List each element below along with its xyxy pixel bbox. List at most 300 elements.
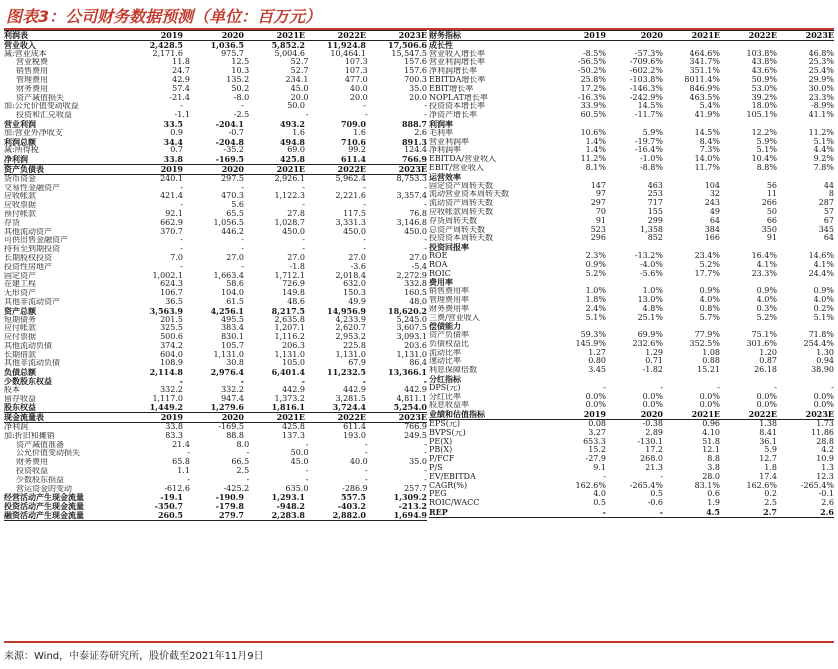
- cell-value: 8,753.3: [396, 174, 427, 183]
- cell-value: 2,018.4: [335, 271, 366, 280]
- table-row: [4, 359, 427, 368]
- cell-value: [720, 375, 777, 384]
- cell-value: 4,256.1: [210, 306, 244, 316]
- cell-value: 5,254.0: [393, 403, 427, 413]
- cell-value: -: [246, 475, 250, 484]
- cell-value: -: [302, 201, 305, 210]
- cell-value: -19.7%: [634, 137, 663, 146]
- cell-value: 33.8: [163, 155, 183, 164]
- cell-value: 766.9: [401, 155, 427, 164]
- table-row: [429, 278, 834, 287]
- table-row: [429, 349, 834, 358]
- cell-value: -179.8: [215, 502, 244, 512]
- cell-value: [777, 375, 834, 384]
- cell-value: 301.6%: [746, 339, 777, 348]
- cell-value: 450.0: [282, 227, 305, 236]
- cell-value: 888.7: [401, 119, 427, 129]
- table-header-row: [4, 30, 427, 41]
- cell-value: -: [424, 102, 427, 111]
- row-label: 资产负债率: [429, 331, 469, 340]
- cell-value: 5.1%: [813, 137, 834, 146]
- row-label: 投资和汇兑收益: [16, 111, 72, 120]
- table-row: [429, 164, 834, 173]
- row-label: 减:所得税: [4, 146, 39, 155]
- cell-value: -169.5: [218, 423, 244, 432]
- cell-value: -: [302, 245, 305, 254]
- cell-value: 2023E: [805, 410, 834, 420]
- cell-value: -50.2%: [577, 67, 606, 76]
- row-label: PEG: [429, 490, 447, 499]
- cell-value: -: [305, 475, 309, 484]
- cell-value: 105.0: [282, 359, 305, 368]
- cell-value: -: [301, 377, 305, 386]
- cell-value: 523: [590, 225, 606, 234]
- table-row: [429, 94, 834, 103]
- cell-value: [720, 278, 777, 287]
- cell-value: 2019: [583, 410, 606, 420]
- table-row: [429, 111, 834, 120]
- cell-value: 32: [709, 190, 720, 199]
- cell-value: [606, 243, 663, 252]
- cell-value: 2,283.8: [271, 511, 305, 520]
- table-row: [429, 226, 834, 235]
- cell-value: -: [305, 111, 309, 120]
- table-row: [429, 243, 834, 252]
- cell-value: 0.9%: [699, 287, 720, 296]
- table-row: [4, 502, 427, 511]
- cell-value: 21.3: [645, 464, 663, 473]
- cell-value: 206.3: [282, 341, 305, 350]
- cell-value: [549, 120, 606, 129]
- cell-value: 700.3: [404, 75, 427, 84]
- row-label: PE(X): [429, 437, 453, 446]
- table-row: [4, 377, 427, 386]
- cell-value: 2023E: [805, 31, 834, 40]
- table-row: [429, 446, 834, 455]
- row-label: 管理费用率: [429, 295, 469, 304]
- cell-value: 27.0: [287, 253, 305, 262]
- cell-value: 0.5: [650, 490, 663, 499]
- cell-value: 0.7: [170, 146, 183, 155]
- cell-value: -602.2%: [629, 67, 663, 76]
- cell-value: 1.8: [764, 464, 777, 473]
- cell-value: -204.8: [215, 137, 244, 147]
- row-label: 少数股东损益: [16, 475, 64, 484]
- cell-value: 2020: [221, 31, 244, 40]
- cell-value: 50.0: [287, 102, 305, 111]
- cell-value: -103.8%: [629, 75, 663, 84]
- row-label: 股本: [4, 385, 20, 394]
- cell-value: -: [424, 183, 427, 192]
- table-row: [429, 67, 834, 76]
- table-row: [4, 228, 427, 237]
- table-row: [4, 441, 427, 450]
- row-label: 分红指标: [429, 375, 461, 384]
- cell-value: 65.8: [172, 458, 190, 467]
- cell-value: 611.4: [343, 423, 366, 432]
- cell-value: -213.2: [398, 502, 427, 512]
- table-row: [429, 331, 834, 340]
- table-row: [429, 340, 834, 349]
- cell-value: [549, 173, 606, 182]
- cell-value: -: [305, 440, 309, 449]
- cell-value: 33.9%: [580, 102, 606, 111]
- table-row: [4, 58, 427, 67]
- cell-value: [663, 120, 720, 129]
- row-label: CAGR(%): [429, 481, 468, 490]
- table-row: [4, 50, 427, 59]
- cell-value: 33.5: [163, 119, 183, 129]
- table-row: [429, 76, 834, 85]
- cell-value: 4.0: [593, 490, 606, 499]
- cell-value: 2,221.6: [335, 192, 366, 201]
- row-label: 偿债能力: [429, 322, 461, 332]
- row-label: EBIT/营业收入: [429, 163, 484, 172]
- row-label: 股东权益: [4, 403, 36, 413]
- cell-value: 67: [823, 216, 834, 225]
- cell-value: 2.3%: [585, 251, 606, 260]
- cell-value: 38.90: [811, 366, 834, 375]
- cell-value: -11.7%: [634, 111, 663, 120]
- cell-value: 2021E: [276, 413, 305, 423]
- row-label: REP: [429, 508, 448, 517]
- table-row: [429, 455, 834, 464]
- cell-value: -: [180, 183, 183, 192]
- cell-value: [777, 173, 834, 182]
- cell-value: 2019: [160, 413, 183, 423]
- cell-value: 27.0: [409, 253, 427, 262]
- table-row: [429, 50, 834, 59]
- cell-value: 99.2: [348, 146, 366, 155]
- cell-value: 3,563.9: [149, 306, 183, 316]
- source-note: 来源：Wind，中泰证券研究所，股价截至2021年11月9日: [4, 641, 834, 662]
- cell-value: 1,036.5: [210, 40, 244, 50]
- cell-value: 5.4%: [699, 102, 720, 111]
- row-label: 持有至到期投资: [4, 245, 60, 254]
- cell-value: [606, 120, 663, 129]
- cell-value: 4.0%: [813, 295, 834, 304]
- cell-value: 297.5: [221, 174, 244, 183]
- cell-value: 4.4%: [813, 146, 834, 155]
- row-label: 股息收益率: [429, 401, 469, 410]
- cell-value: 604.0: [160, 350, 183, 359]
- cell-value: 83.1%: [694, 481, 720, 490]
- cell-value: 0.0%: [642, 392, 663, 401]
- cell-value: 28.8: [816, 437, 834, 446]
- cell-value: 20.0: [409, 93, 427, 102]
- cell-value: 104.0: [221, 289, 244, 298]
- cell-value: 4.1%: [756, 260, 777, 269]
- row-label: 在建工程: [4, 280, 36, 289]
- cell-value: 254.4%: [803, 339, 834, 348]
- cell-value: 107.3: [344, 58, 368, 67]
- table-row: [4, 245, 427, 254]
- cell-value: -8.8%: [639, 163, 663, 172]
- row-label: 投资活动产生现金流量: [4, 502, 84, 512]
- row-label: 投资资本周转天数: [429, 234, 493, 243]
- cell-value: -5.4: [411, 262, 427, 271]
- cell-value: 8.1%: [585, 163, 606, 172]
- row-label: 资产总额: [4, 306, 36, 316]
- row-label: 营业利润增长率: [429, 58, 485, 67]
- cell-value: 34.4: [163, 137, 183, 147]
- cell-value: 709.0: [340, 119, 366, 129]
- table-row: [429, 357, 834, 366]
- row-label: 可供出售金融资产: [4, 236, 68, 245]
- table-row: [429, 499, 834, 508]
- table-row: [4, 449, 427, 458]
- row-label: 流动资产周转天数: [429, 199, 493, 208]
- table-row: [429, 438, 834, 447]
- cell-value: 155: [647, 207, 663, 216]
- cell-value: 2.89: [645, 428, 663, 437]
- cell-value: 13.0%: [637, 295, 663, 304]
- cell-value: 25.4%: [808, 67, 834, 76]
- cell-value: -: [424, 440, 427, 449]
- cell-value: 279.7: [218, 511, 244, 520]
- cell-value: 25.3%: [808, 58, 834, 67]
- cell-value: -: [241, 102, 244, 111]
- cell-value: 83.3: [165, 431, 183, 440]
- cell-value: 66: [766, 216, 777, 225]
- cell-value: 7.3%: [699, 146, 720, 155]
- cell-value: 57: [823, 207, 834, 216]
- cell-value: 10.6%: [580, 128, 606, 137]
- cell-value: -35.2: [223, 146, 244, 155]
- cell-value: 3.27: [588, 428, 606, 437]
- table-header-row: [429, 410, 834, 420]
- cell-value: 15.2: [588, 446, 606, 455]
- table-row: [429, 270, 834, 279]
- cell-value: 157.6: [404, 58, 427, 67]
- cell-value: 11.7%: [694, 163, 720, 172]
- cell-value: [663, 322, 720, 331]
- table-row: [429, 482, 834, 491]
- cell-value: -: [305, 467, 309, 476]
- cell-value: 0.87: [759, 357, 777, 366]
- cell-value: [606, 173, 663, 182]
- cell-value: 0.9%: [585, 260, 606, 269]
- cell-value: [777, 120, 834, 129]
- cell-value: -: [241, 183, 244, 192]
- cell-value: 0.8%: [699, 304, 720, 313]
- cell-value: 14.0%: [694, 155, 720, 164]
- cell-value: 3,146.8: [396, 218, 427, 227]
- cell-value: -: [241, 236, 244, 245]
- cell-value: 1.1: [177, 467, 190, 476]
- cell-value: 2.6: [820, 508, 834, 517]
- cell-value: 10,464.1: [330, 49, 366, 58]
- cell-value: -: [365, 467, 368, 476]
- cell-value: -: [187, 475, 190, 484]
- cell-value: 421.4: [160, 192, 183, 201]
- cell-value: 52.7: [290, 67, 309, 76]
- row-label: 营业收入: [4, 40, 36, 50]
- table-row: [429, 287, 834, 296]
- row-label: 三费/营业收入: [429, 313, 480, 322]
- cell-value: 16.4%: [751, 251, 777, 260]
- cell-value: 2020: [221, 164, 244, 174]
- cell-value: 450.0: [404, 227, 427, 236]
- table-row: [4, 511, 427, 521]
- cell-value: 23.4%: [694, 251, 720, 260]
- cell-value: 26.18: [754, 366, 777, 375]
- row-label: EBIT增长率: [429, 84, 474, 93]
- cell-value: 28.0: [702, 472, 720, 481]
- cell-value: 49.9: [348, 297, 366, 306]
- cell-value: 0.5: [593, 499, 606, 508]
- cell-value: -: [363, 201, 366, 210]
- cell-value: 157.6: [404, 67, 427, 76]
- cell-value: 425.8: [279, 155, 305, 164]
- cell-value: 0.0%: [699, 401, 720, 410]
- cell-value: -265.4%: [629, 481, 663, 490]
- cell-value: -4.0%: [639, 260, 663, 269]
- cell-value: 17.7%: [694, 269, 720, 278]
- cell-value: 5.1%: [756, 146, 777, 155]
- cell-value: -: [362, 377, 366, 386]
- table-header-row: [4, 165, 427, 175]
- cell-value: 75.1%: [751, 331, 777, 340]
- cell-value: 25.8%: [580, 75, 606, 84]
- cell-value: -: [365, 111, 368, 120]
- cell-value: 8011.4%: [684, 75, 720, 84]
- cell-value: -13.2%: [634, 251, 663, 260]
- cell-value: -2.5: [233, 111, 250, 120]
- cell-value: 3,607.5: [396, 324, 427, 333]
- cell-value: [663, 278, 720, 287]
- cell-value: 2,620.7: [335, 324, 366, 333]
- cell-value: -169.5: [215, 155, 244, 164]
- row-label: 净利润率: [429, 146, 461, 155]
- row-label: 营业利润: [4, 119, 36, 129]
- cell-value: -: [424, 111, 427, 120]
- cell-value: -: [241, 245, 244, 254]
- cell-value: 43.8%: [751, 58, 777, 67]
- cell-value: 2022E: [337, 31, 366, 40]
- cell-value: 12.7: [759, 455, 777, 464]
- cell-value: -0.1: [818, 490, 834, 499]
- cell-value: -57.3%: [634, 49, 663, 58]
- cell-value: 92.1: [165, 209, 183, 218]
- cell-value: -612.6: [164, 484, 190, 493]
- row-label: 利润总额: [4, 137, 36, 147]
- cell-value: 43.6%: [751, 67, 777, 76]
- row-label: 公允价值变动损失: [16, 449, 80, 458]
- cell-value: 18,620.2: [388, 306, 427, 316]
- cell-value: -: [424, 245, 427, 254]
- table-row: [429, 138, 834, 147]
- table-header-row: [4, 413, 427, 423]
- row-label: P/S: [429, 464, 443, 473]
- cell-value: 50.9%: [751, 75, 777, 84]
- row-label: 运营效率: [429, 172, 461, 182]
- row-label: ROIC/WACC: [429, 499, 480, 508]
- cell-value: 225.8: [343, 341, 366, 350]
- cell-value: 249.5: [404, 431, 427, 440]
- cell-value: 2,272.9: [396, 271, 427, 280]
- cell-value: -27.9: [585, 455, 606, 464]
- cell-value: 39.2%: [751, 93, 777, 102]
- cell-value: 61.5: [226, 297, 244, 306]
- cell-value: 383.4: [221, 324, 244, 333]
- table-row: [4, 403, 427, 413]
- cell-value: 162.6%: [746, 481, 777, 490]
- table-row: [4, 423, 427, 432]
- table-row: [429, 261, 834, 270]
- cell-value: 86.4: [409, 359, 427, 368]
- table-row: [429, 217, 834, 226]
- row-label: 长期股权投资: [4, 253, 52, 262]
- row-label: 费用率: [429, 278, 453, 288]
- table-row: [4, 184, 427, 193]
- cell-value: 91: [595, 216, 606, 225]
- cell-value: 0.0%: [813, 401, 834, 410]
- cell-value: 51.8: [702, 437, 720, 446]
- cell-value: 27.0: [348, 253, 366, 262]
- cell-value: 611.4: [340, 155, 366, 164]
- cell-value: [549, 278, 606, 287]
- cell-value: [720, 243, 777, 252]
- table-row: [429, 58, 834, 67]
- cell-value: 45.0: [290, 84, 309, 93]
- row-label: 毛利率: [429, 128, 453, 137]
- cell-value: [606, 322, 663, 331]
- table-row: [429, 129, 834, 138]
- row-label: 无形资产: [4, 289, 36, 298]
- table-row: [4, 395, 427, 404]
- cell-value: [663, 375, 720, 384]
- row-label: 存货: [4, 218, 20, 227]
- cell-value: -: [240, 377, 244, 386]
- cell-value: 0.0%: [642, 401, 663, 410]
- cell-value: 384: [704, 225, 720, 234]
- cell-value: 450.0: [343, 227, 366, 236]
- table-row: [4, 219, 427, 228]
- cell-value: 5.9%: [642, 128, 663, 137]
- cell-value: 50: [766, 207, 777, 216]
- cell-value: 0.08: [588, 420, 606, 429]
- cell-value: 36.5: [165, 297, 183, 306]
- cell-value: -130.1: [637, 437, 663, 446]
- table-row: [429, 393, 834, 402]
- cell-value: 71.8%: [808, 331, 834, 340]
- row-label: ROIC: [429, 269, 451, 278]
- cell-value: 35.0: [409, 84, 427, 93]
- row-label: 应收帐款: [4, 192, 36, 201]
- cell-value: [606, 375, 663, 384]
- cell-value: -242.9%: [629, 93, 663, 102]
- row-label: ROA: [429, 260, 448, 269]
- cell-value: 1,694.9: [393, 511, 427, 520]
- cell-value: 2,428.5: [149, 40, 183, 50]
- cell-value: 495.5: [221, 315, 244, 324]
- row-label: 现金流量表: [4, 413, 44, 423]
- cell-value: 2020: [640, 410, 663, 420]
- cell-value: 3,281.5: [335, 394, 366, 403]
- cell-value: 1.20: [759, 348, 777, 357]
- cell-value: 332.2: [160, 385, 183, 394]
- right-financial-table: [429, 30, 834, 638]
- cell-value: 1.3: [821, 464, 834, 473]
- cell-value: -: [241, 262, 244, 271]
- cell-value: 351.1%: [689, 67, 720, 76]
- table-row: [4, 155, 427, 165]
- row-label: 经营活动产生现金流量: [4, 493, 84, 503]
- row-label: 应付票据: [4, 333, 36, 342]
- cell-value: 0.3%: [756, 304, 777, 313]
- cell-value: 27.0: [226, 253, 244, 262]
